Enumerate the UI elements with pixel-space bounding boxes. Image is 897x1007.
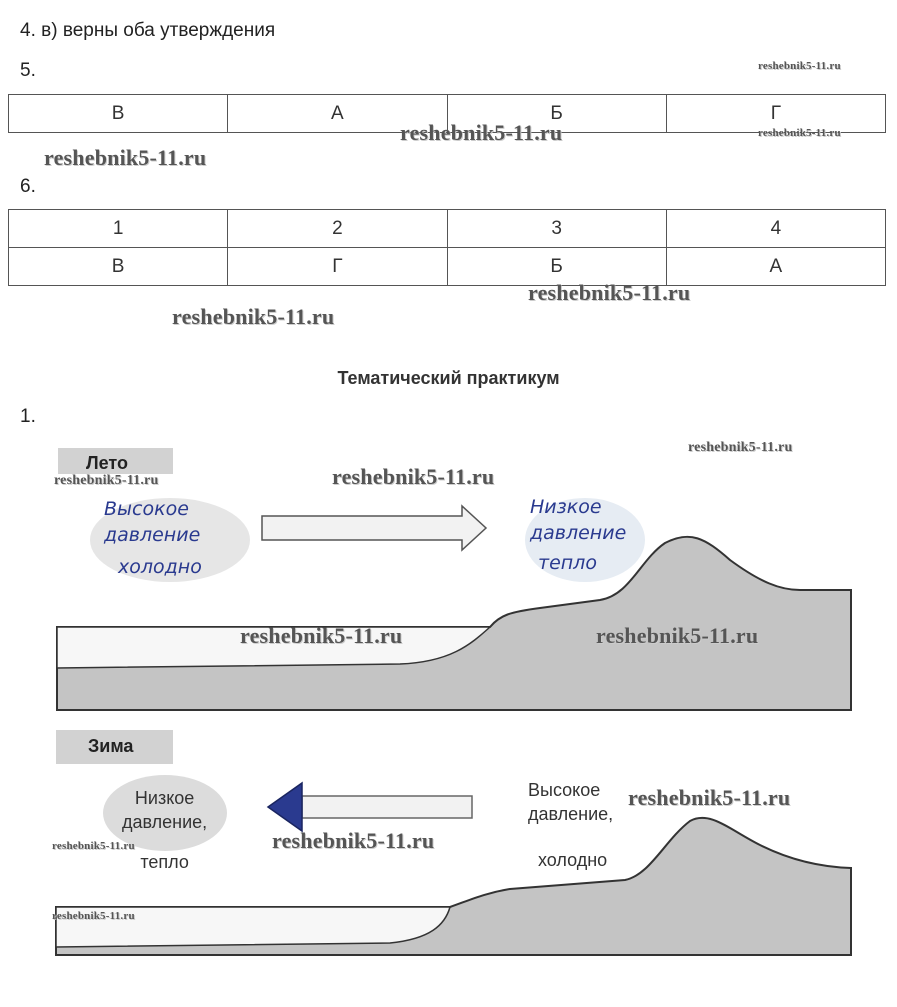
summer-right-line1: Низкое — [530, 496, 602, 518]
winter-left-line1: Низкое — [134, 788, 195, 808]
summer-right-line3: тепло — [538, 552, 597, 574]
watermark-text: reshebnik5-11.ru — [272, 828, 435, 853]
table-cell: Б — [447, 248, 666, 286]
summer-left-line1: Высокое — [104, 498, 189, 520]
table-cell: 1 — [9, 210, 228, 248]
watermark-text: reshebnik5-11.ru — [400, 120, 563, 145]
q4-line — [20, 20, 275, 42]
q5-number: 5. — [20, 60, 36, 81]
watermark-text: reshebnik5-11.ru — [52, 910, 135, 922]
q4-number: 4. — [20, 20, 36, 41]
summer-left-note — [104, 496, 202, 580]
section-title: Тематический практикум — [337, 368, 560, 388]
table-cell: Г — [228, 248, 447, 286]
watermark-text: reshebnik5-11.ru — [596, 623, 759, 648]
table-cell: Г — [666, 95, 885, 133]
table-cell: 4 — [666, 210, 885, 248]
q6-number: 6. — [20, 176, 36, 197]
winter-season-label: Зима — [88, 736, 134, 756]
table-cell: 2 — [228, 210, 447, 248]
table-row — [9, 248, 886, 286]
winter-right-line1: Высокое — [528, 780, 601, 800]
watermark-text: reshebnik5-11.ru — [44, 145, 207, 170]
winter-left-note — [122, 786, 207, 874]
watermark-text: reshebnik5-11.ru — [758, 127, 841, 139]
watermark-text: reshebnik5-11.ru — [332, 464, 495, 489]
table-cell: В — [9, 248, 228, 286]
q4-text: в) верны оба утверждения — [41, 20, 276, 41]
winter-right-line2: давление, — [528, 804, 614, 824]
summer-left-line3: холодно — [118, 556, 202, 578]
q6-answer-table — [8, 209, 886, 286]
winter-arrow-shaft — [302, 796, 472, 818]
winter-arrow-head — [268, 783, 302, 831]
summer-right-note — [530, 494, 626, 576]
task1-number: 1. — [20, 406, 36, 427]
summer-left-line2: давление — [104, 524, 201, 546]
table-cell: 3 — [447, 210, 666, 248]
winter-right-note — [528, 778, 613, 872]
summer-right-line2: давление — [530, 522, 627, 544]
watermark-text: reshebnik5-11.ru — [528, 280, 691, 305]
watermark-text: reshebnik5-11.ru — [52, 840, 135, 852]
summer-season-label: Лето — [86, 453, 128, 473]
table-cell: В — [9, 95, 228, 133]
winter-left-line3: тепло — [140, 852, 189, 872]
watermark-text: reshebnik5-11.ru — [172, 304, 335, 329]
watermark-text: reshebnik5-11.ru — [758, 60, 841, 72]
table-cell: А — [666, 248, 885, 286]
watermark-text: reshebnik5-11.ru — [54, 473, 159, 488]
table-cell: А — [228, 95, 447, 133]
table-row — [9, 210, 886, 248]
watermark-text: reshebnik5-11.ru — [240, 623, 403, 648]
watermark-text: reshebnik5-11.ru — [628, 785, 791, 810]
summer-arrow — [262, 506, 486, 550]
winter-left-line2: давление, — [122, 812, 208, 832]
table-cell: Б — [447, 95, 666, 133]
winter-right-line3: холодно — [538, 850, 608, 870]
watermark-text: reshebnik5-11.ru — [688, 440, 793, 455]
